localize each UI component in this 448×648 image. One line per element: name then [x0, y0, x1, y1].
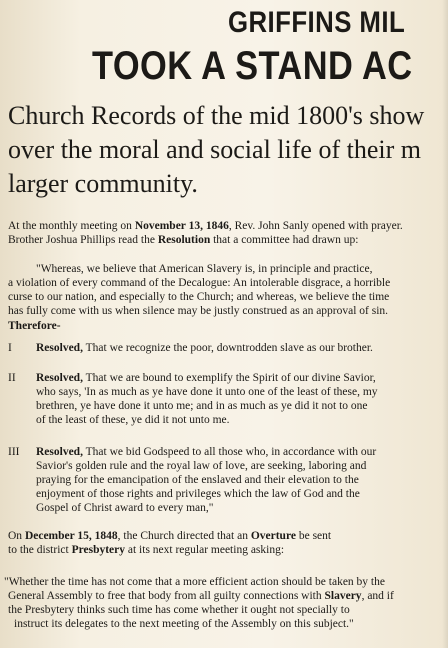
subheading-line-2: over the moral and social life of their m	[8, 135, 421, 164]
question-line-2: General Assembly to free that body from all guilty connections with Slavery, and if	[8, 590, 394, 602]
resolution-1-line-1: Resolved, That we recognize the poor, downtrodden slave as our brother.	[36, 342, 373, 354]
overture-keyword: Overture	[250, 530, 296, 542]
resolution-2-numeral: II	[8, 372, 16, 384]
therefore-label: Therefore-	[8, 320, 61, 332]
question-line-1: "Whether the time has not come that a more efficient action should be taken by the	[4, 576, 385, 588]
slavery-keyword: Slavery	[324, 590, 362, 602]
question-line-4: instruct its delegates to the next meeting of the Assembly on this subject."	[14, 618, 354, 630]
whereas-line-3: curse to our nation, and especially to the Church; and whereas, we believe the time	[8, 291, 390, 303]
intro-line-1: At the monthly meeting on November 13, 1846, Rev. John Sanly opened with prayer.	[8, 220, 403, 232]
resolution-2-line-2: who says, 'In as much as ye have done it unto one of the least of these, my	[36, 386, 378, 398]
question-line-3: the Presbytery thinks such time has come whether it ought not specially to	[8, 604, 350, 616]
resolution-3-line-1: Resolved, That we bid Godspeed to all those who, in accordance with our	[36, 446, 377, 458]
resolution-2-line-4: of the least of these, ye did it not unto me.	[36, 414, 230, 426]
sheet-edge-shadow	[442, 0, 448, 648]
resolution-1-numeral: I	[8, 342, 12, 354]
presbytery-keyword: Presbytery	[71, 544, 125, 556]
date-dec-1848: December 15, 1848	[24, 530, 118, 542]
resolution-3-numeral: III	[8, 446, 20, 458]
whereas-line-4: has fully come with us when silence may be justly construed as an approval of sin.	[8, 305, 389, 317]
headline-line-2: TOOK A STAND AC	[92, 44, 413, 88]
december-line-1: On December 15, 1848, the Church directed that an Overture be sent	[8, 530, 332, 542]
resolution-2-line-1: Resolved, That we are bound to exemplify the Spirit of our divine Savior,	[36, 372, 376, 384]
whereas-line-2: a violation of every command of the Decalogue: An intolerable disgrace, a horrible	[8, 277, 391, 289]
whereas-line-1: "Whereas, we believe that American Slavery is, in principle and practice,	[36, 263, 373, 275]
december-line-2: to the district Presbytery at its next regular meeting asking:	[8, 544, 285, 556]
intro-line-2: Brother Joshua Phillips read the Resolution that a committee had drawn up:	[8, 234, 359, 246]
headline-line-1: GRIFFINS MIL	[228, 6, 406, 39]
subheading-line-1: Church Records of the mid 1800's show	[8, 101, 425, 130]
resolution-2-line-3: brethren, ye have done it unto me; and in as much as ye did it not to one	[36, 400, 368, 412]
subheading-line-3: larger community.	[8, 169, 198, 198]
date-nov-1846: November 13, 1846	[134, 220, 229, 232]
resolution-3-line-3: praying for the emancipation of the enslaved and their elevation to the	[36, 474, 359, 486]
resolution-3-line-5: Gospel of Christ award to every man,"	[36, 502, 214, 514]
resolution-keyword: Resolution	[157, 234, 211, 246]
resolution-3-line-2: Savior's golden rule and the royal law of love, are seeking, laboring and	[36, 460, 367, 472]
resolution-3-line-4: enjoyment of those rights and privileges which the law of God and the	[36, 488, 360, 500]
